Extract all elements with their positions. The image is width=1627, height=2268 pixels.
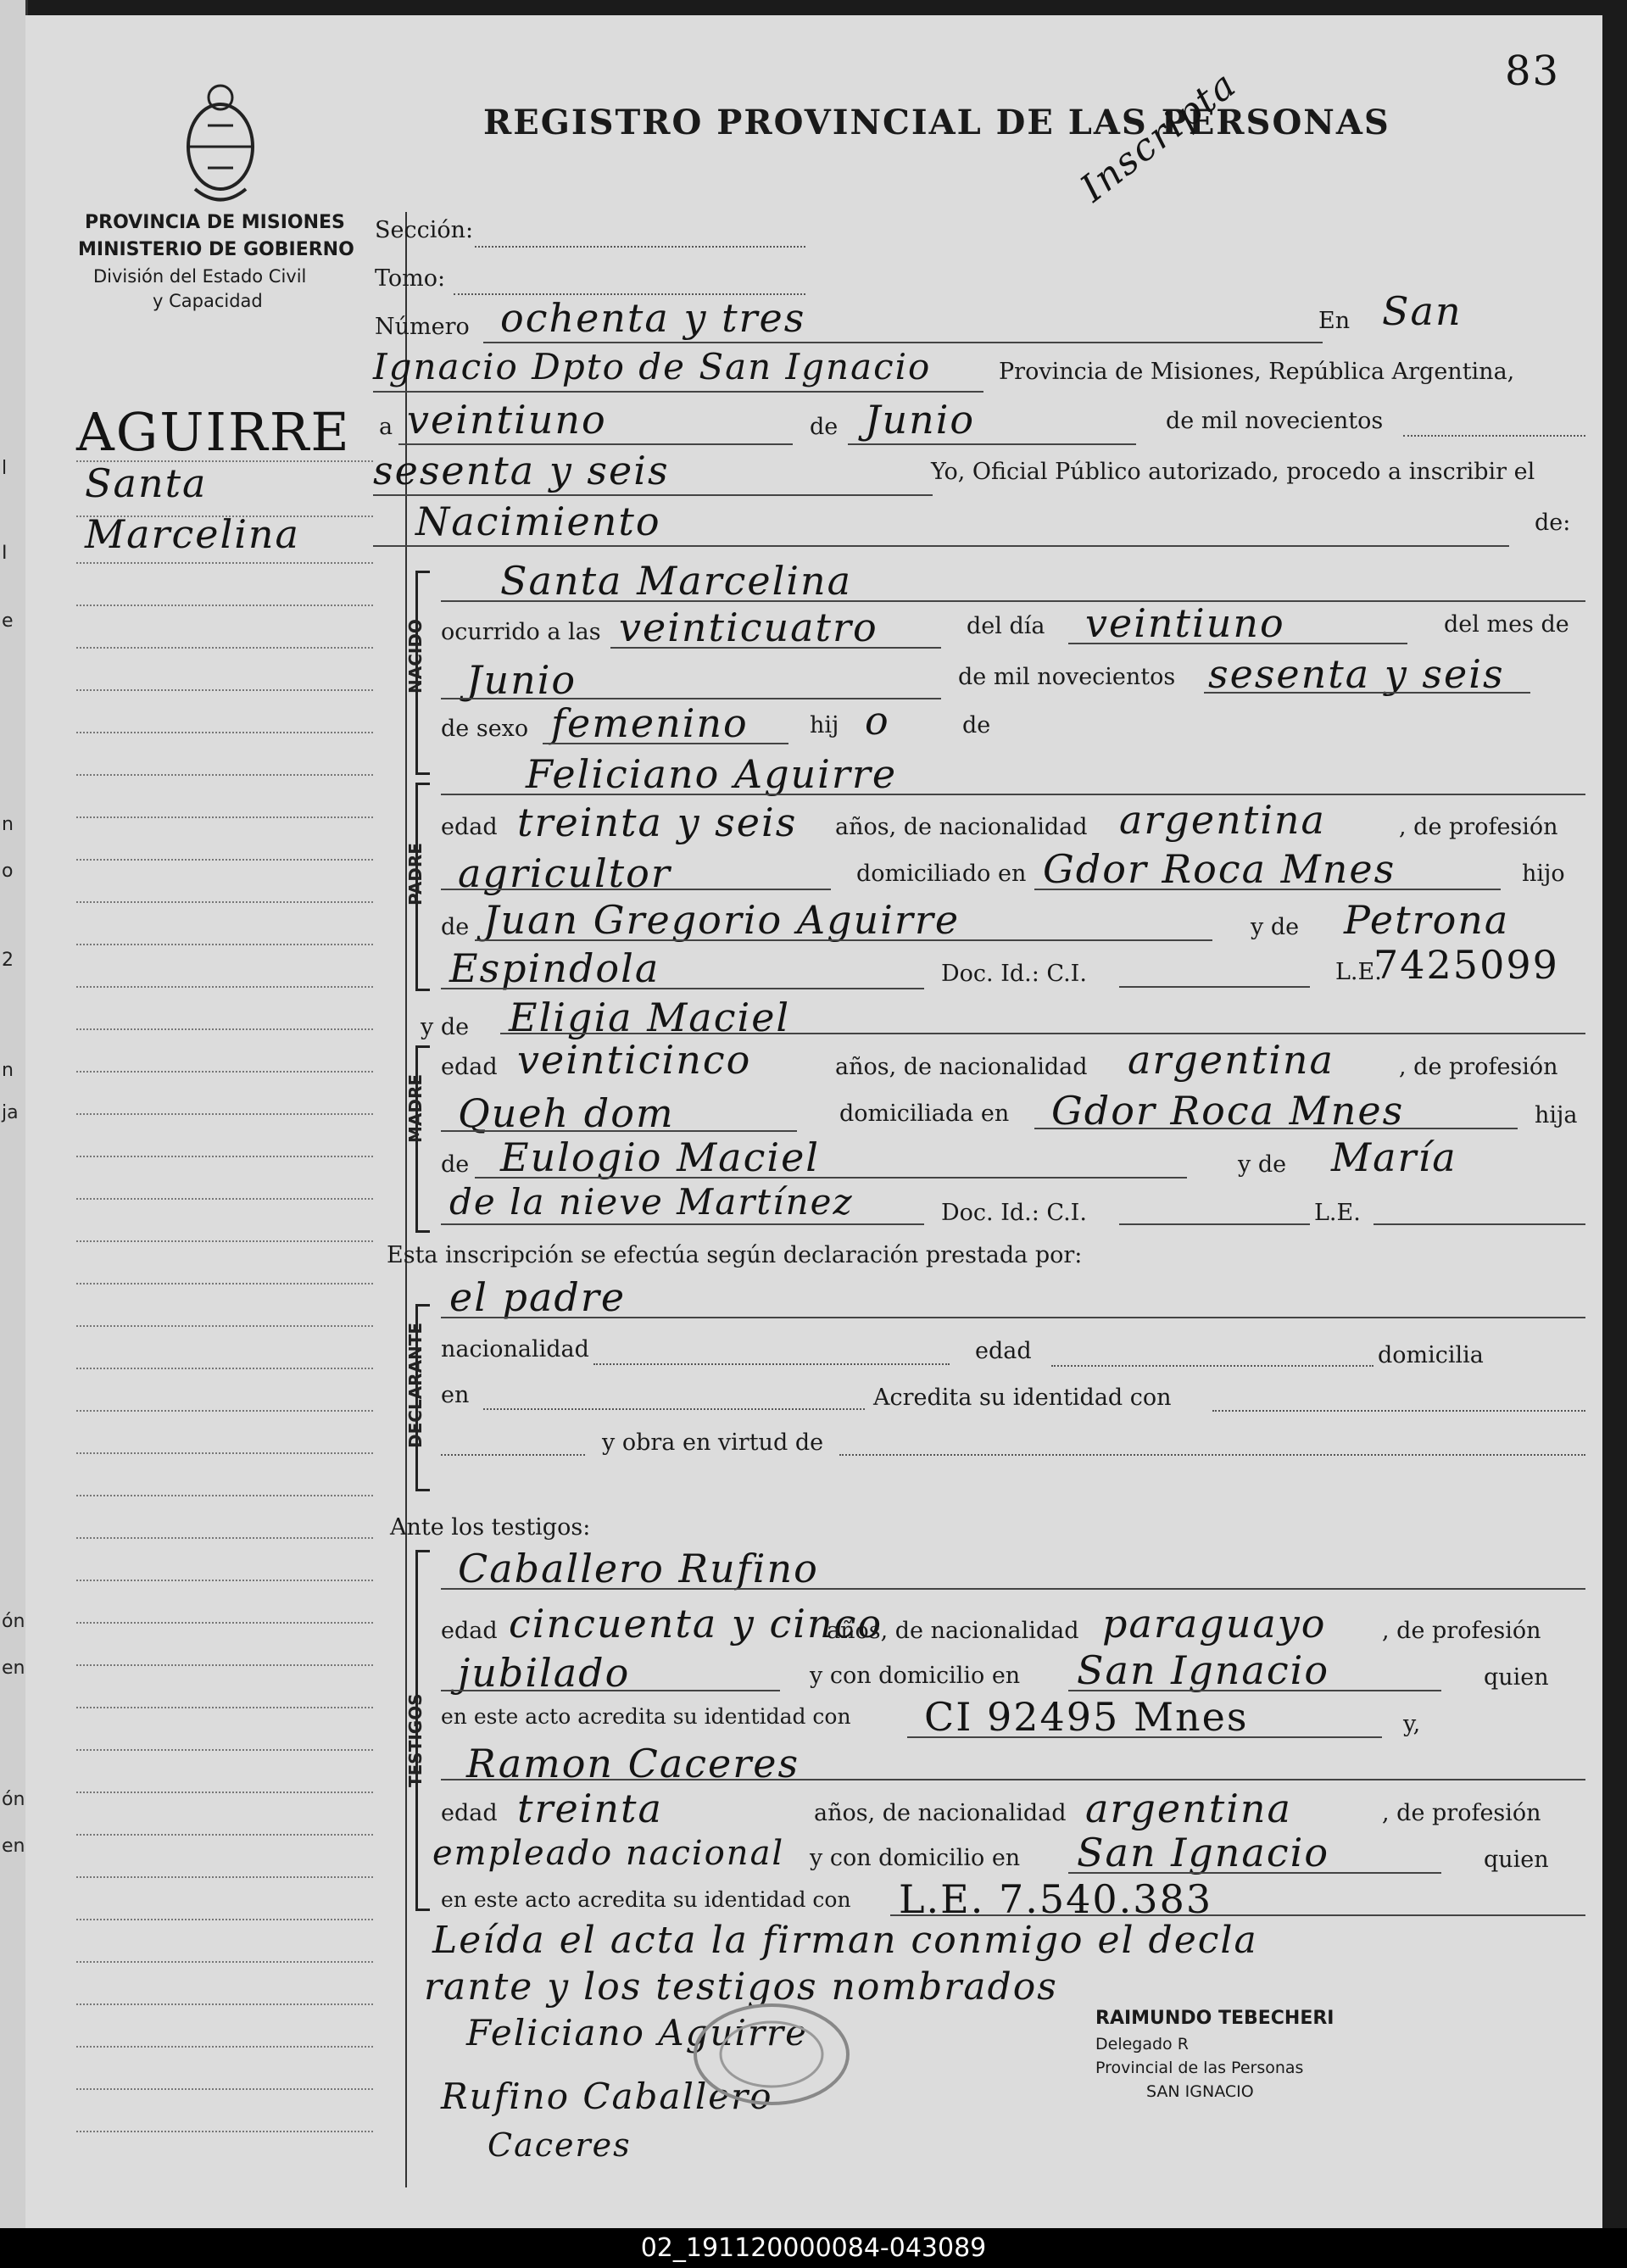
label-tomo: Tomo: — [375, 265, 446, 292]
label-provincia: Provincia de Misiones, República Argentina, — [999, 359, 1515, 385]
label-seccion: Sección: — [375, 217, 474, 243]
value-tipo: Nacimiento — [415, 499, 661, 544]
label-domicilia: domicilia — [1378, 1342, 1484, 1368]
value-mes2: Junio — [466, 657, 577, 703]
label-de: de — [810, 414, 839, 440]
strip-letter: l — [2, 458, 8, 479]
stamp-line-2: Delegado R — [1095, 2035, 1189, 2053]
label-de3: de — [441, 914, 470, 940]
margin-given-name-2: Marcelina — [85, 511, 300, 557]
value-mes: Junio — [865, 397, 976, 443]
section-madre-label: MADRE — [405, 1073, 426, 1143]
value-t1-nac: paraguayo — [1102, 1601, 1327, 1647]
value-madre-nac: argentina — [1128, 1037, 1334, 1083]
strip-letter: en — [2, 1836, 25, 1857]
label-t2-acredita: en este acto acredita su identidad con — [441, 1887, 851, 1912]
value-abuela: Petrona — [1344, 897, 1510, 943]
label-t2-edad: edad — [441, 1800, 498, 1826]
value-padre-dom: Gdor Roca Mnes — [1043, 846, 1396, 892]
authority-line-1: PROVINCIA DE MISIONES — [85, 212, 345, 233]
label-madre-le: L.E. — [1314, 1200, 1361, 1226]
label-hijo: hijo — [1522, 861, 1565, 887]
value-madre-nombre: Eligia Maciel — [509, 995, 791, 1040]
label-madre-nacionalidad: años, de nacionalidad — [835, 1054, 1088, 1080]
adjacent-page-strip — [0, 0, 28, 2268]
label-y-comma: y, — [1403, 1711, 1421, 1737]
section-nacido-label: NACIDO — [405, 619, 426, 694]
label-padre-edad: edad — [441, 814, 498, 840]
scan-id: 02_191120000084-043089 — [640, 2233, 987, 2263]
label-mil-novecientos: de mil novecientos — [1166, 408, 1384, 434]
value-padre-nombre: Feliciano Aguirre — [526, 751, 898, 797]
label-domiciliada: domiciliada en — [839, 1101, 1010, 1127]
label-t2-profesion: , de profesión — [1382, 1800, 1541, 1826]
coat-of-arms-icon — [170, 79, 271, 215]
label-ante-testigos: Ante los testigos: — [390, 1514, 591, 1541]
value-abuela-m-2: de la nieve Martínez — [449, 1181, 854, 1223]
label-a: a — [379, 414, 393, 440]
round-seal-icon — [687, 1999, 856, 2109]
value-t2-doc: L.E. 7.540.383 — [899, 1876, 1213, 1922]
label-y-de-m: y de — [1238, 1151, 1287, 1178]
label-en-decl: en — [441, 1382, 470, 1408]
label-madre-doc: Doc. Id.: C.I. — [941, 1200, 1087, 1226]
label-domiciliado: domiciliado en — [856, 861, 1027, 887]
label-edad-decl: edad — [975, 1338, 1032, 1364]
label-ocurrido: ocurrido a las — [441, 619, 601, 645]
label-declaracion: Esta inscripción se efectúa según declaración prestada por: — [387, 1242, 1083, 1268]
value-t2-nac: argentina — [1085, 1786, 1292, 1831]
label-madre-profesion: , de profesión — [1399, 1054, 1558, 1080]
value-t1-nombre: Caballero Rufino — [458, 1546, 819, 1591]
margin-given-name-1: Santa — [85, 460, 208, 506]
closing-line-1: Leída el acta la firman conmigo el decla — [432, 1919, 1258, 1962]
page-title: REGISTRO PROVINCIAL DE LAS PERSONAS — [483, 103, 1390, 142]
value-t1-prof: jubilado — [458, 1650, 631, 1696]
label-y-de-madre: y de — [421, 1014, 470, 1040]
label-t1-nacionalidad: años, de nacionalidad — [827, 1618, 1079, 1644]
authority-line-3: División del Estado Civil — [93, 266, 307, 287]
strip-letter: ja — [2, 1102, 19, 1123]
label-de-sexo: de sexo — [441, 716, 529, 742]
label-y-de: y de — [1251, 914, 1300, 940]
label-t1-acredita: en este acto acredita su identidad con — [441, 1704, 851, 1729]
label-acredita: Acredita su identidad con — [873, 1385, 1172, 1411]
value-madre-edad: veinticinco — [517, 1037, 752, 1083]
label-t1-domicilio: y con domicilio en — [810, 1663, 1021, 1689]
value-t2-nombre: Ramon Caceres — [466, 1741, 800, 1786]
label-t2-quien: quien — [1484, 1847, 1549, 1873]
stamp-line-4: SAN IGNACIO — [1146, 2082, 1254, 2101]
value-t2-edad: treinta — [517, 1786, 663, 1831]
label-t1-edad: edad — [441, 1618, 498, 1644]
label-nacionalidad: nacionalidad — [441, 1336, 589, 1362]
value-dia2: veintiuno — [1085, 600, 1285, 646]
signature-3: Caceres — [488, 2126, 632, 2164]
section-padre-label: PADRE — [405, 843, 426, 906]
label-de-colon: de: — [1535, 510, 1571, 536]
section-declarante-label: DECLARANTE — [405, 1322, 426, 1448]
value-lugar: Ignacio Dpto de San Ignacio — [373, 346, 932, 387]
label-del-dia: del día — [967, 613, 1045, 639]
value-hora: veinticuatro — [619, 605, 878, 650]
value-madre-prof: Queh dom — [458, 1090, 675, 1136]
label-en: En — [1318, 308, 1351, 334]
label-hij: hij — [810, 712, 839, 738]
value-t2-dom: San Ignacio — [1077, 1830, 1330, 1875]
authority-line-4: y Capacidad — [153, 291, 263, 311]
registry-page — [25, 15, 1602, 2228]
label-numero: Número — [375, 314, 470, 340]
value-numero: ochenta y tres — [500, 295, 806, 341]
label-del-mes: del mes de — [1444, 611, 1569, 638]
value-abuela-2: Espindola — [449, 945, 660, 991]
value-padre-edad: treinta y seis — [517, 800, 798, 845]
label-t1-quien: quien — [1484, 1664, 1549, 1691]
label-yo-oficial: Yo, Oficial Público autorizado, procedo a inscribir el — [931, 459, 1535, 485]
page-number: 83 — [1505, 47, 1561, 95]
scan-footer — [0, 2228, 1627, 2268]
corner-stamp: Inscripta — [1073, 62, 1245, 211]
strip-letter: e — [2, 610, 14, 632]
value-abuelo: Juan Gregorio Aguirre — [483, 897, 961, 943]
label-padre-le: L.E. — [1335, 959, 1382, 985]
strip-letter: ón — [2, 1611, 25, 1632]
stamp-name: RAIMUNDO TEBECHERI — [1095, 2008, 1334, 2029]
label-hija: hija — [1535, 1102, 1578, 1128]
section-testigos-label: TESTIGOS — [405, 1693, 426, 1787]
strip-letter: n — [2, 1060, 14, 1081]
value-anio: sesenta y seis — [373, 448, 670, 493]
strip-letter: ón — [2, 1789, 25, 1810]
value-en-lugar: San — [1382, 288, 1463, 334]
margin-surname: AGUIRRE — [76, 401, 351, 463]
label-obra-virtud: y obra en virtud de — [602, 1429, 824, 1456]
closing-line-2: rante y los testigos nombrados — [424, 1965, 1058, 2009]
label-padre-nacionalidad: años, de nacionalidad — [835, 814, 1088, 840]
label-madre-edad: edad — [441, 1054, 498, 1080]
value-declarante: el padre — [449, 1274, 627, 1320]
signature-2: Rufino Caballero — [441, 2076, 773, 2117]
strip-letter: 2 — [2, 950, 14, 971]
signature-1: Feliciano Aguirre — [466, 2012, 808, 2053]
value-t1-edad: cincuenta y cinco — [509, 1601, 883, 1647]
value-padre-nac: argentina — [1119, 797, 1326, 843]
authority-line-2: MINISTERIO DE GOBIERNO — [78, 239, 354, 260]
value-dia: veintiuno — [407, 397, 607, 443]
value-t1-doc: CI 92495 Mnes — [924, 1694, 1249, 1740]
value-sexo: femenino — [551, 700, 749, 746]
strip-letter: en — [2, 1658, 25, 1679]
label-de4: de — [441, 1151, 470, 1178]
label-t2-domicilio: y con domicilio en — [810, 1845, 1021, 1871]
label-padre-doc: Doc. Id.: C.I. — [941, 961, 1087, 987]
value-t2-prof: empleado nacional — [432, 1834, 785, 1873]
value-hij-suffix: o — [865, 698, 890, 744]
value-madre-dom: Gdor Roca Mnes — [1051, 1088, 1405, 1134]
strip-letter: n — [2, 814, 14, 835]
strip-letter: I — [2, 543, 8, 564]
value-padre-prof: agricultor — [458, 850, 671, 896]
value-abuelo-m: Eulogio Maciel — [500, 1134, 821, 1180]
value-t1-dom: San Ignacio — [1077, 1647, 1330, 1693]
label-de2: de — [962, 712, 991, 738]
value-anio2: sesenta y seis — [1208, 651, 1505, 697]
value-abuela-m: María — [1331, 1134, 1457, 1180]
value-padre-le: 7425099 — [1373, 942, 1559, 988]
label-t2-nacionalidad: años, de nacionalidad — [814, 1800, 1067, 1826]
stamp-line-3: Provincial de las Personas — [1095, 2059, 1304, 2077]
strip-letter: o — [2, 861, 14, 882]
value-nombre: Santa Marcelina — [500, 558, 853, 604]
label-de-mil-novecientos: de mil novecientos — [958, 664, 1176, 690]
label-padre-profesion: , de profesión — [1399, 814, 1558, 840]
official-stamp — [1095, 1999, 1392, 2126]
label-t1-profesion: , de profesión — [1382, 1618, 1541, 1644]
form-divider — [405, 212, 407, 2187]
